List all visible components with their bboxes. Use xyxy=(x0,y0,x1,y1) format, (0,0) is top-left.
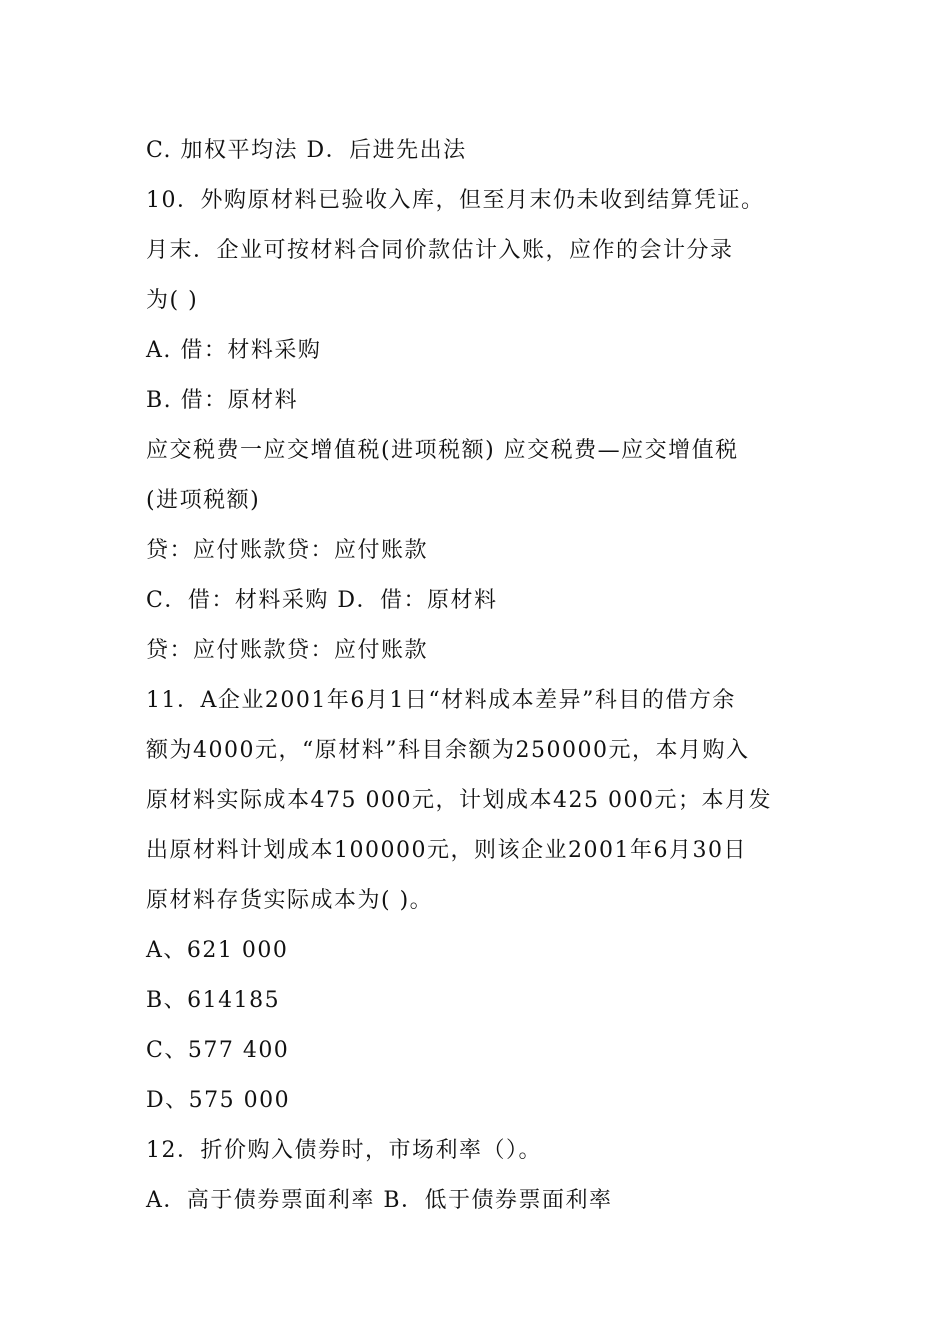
option-c-q11: C、577 400 xyxy=(146,1038,290,1063)
option-credit-line-2: 贷：应付账款贷：应付账款 xyxy=(146,638,429,663)
option-b-q11: B、614185 xyxy=(146,988,281,1013)
question-12-line-1: 12．折价购入债券时，市场利率（）。 xyxy=(146,1138,542,1163)
option-credit-line-1: 贷：应付账款贷：应付账款 xyxy=(146,538,429,563)
question-10-line-1: 10．外购原材料已验收入库，但至月末仍未收到结算凭证。 xyxy=(146,188,765,213)
question-11-line-3: 原材料实际成本475 000元，计划成本425 000元；本月发 xyxy=(146,788,772,813)
question-11-line-5: 原材料存货实际成本为( )。 xyxy=(146,888,434,913)
option-tax-line: 应交税费一应交增值税(进项税额) 应交税费—应交增值税 xyxy=(146,438,739,463)
question-10-line-3: 为( ) xyxy=(146,288,199,313)
question-11-line-4: 出原材料计划成本100000元，则该企业2001年6月30日 xyxy=(146,838,747,863)
question-11-line-1: 11．A企业2001年6月1日“材料成本差异”科目的借方余 xyxy=(146,688,736,713)
option-tax-line-cont: (进项税额) xyxy=(146,488,261,513)
option-line-c-d-q9: C. 加权平均法 D．后进先出法 xyxy=(146,138,467,163)
option-a-b-q12: A．高于债券票面利率 B．低于债券票面利率 xyxy=(146,1188,613,1213)
question-11-line-2: 额为4000元，“原材料”科目余额为250000元，本月购入 xyxy=(146,738,750,763)
option-b-q10: B. 借：原材料 xyxy=(146,388,299,413)
option-a-q11: A、621 000 xyxy=(146,938,289,963)
question-10-line-2: 月末．企业可按材料合同价款估计入账，应作的会计分录 xyxy=(146,238,734,263)
option-c-d-q10: C．借：材料采购 D．借：原材料 xyxy=(146,588,498,613)
option-d-q11: D、575 000 xyxy=(146,1088,291,1113)
option-a-q10: A. 借：材料采购 xyxy=(146,338,322,363)
